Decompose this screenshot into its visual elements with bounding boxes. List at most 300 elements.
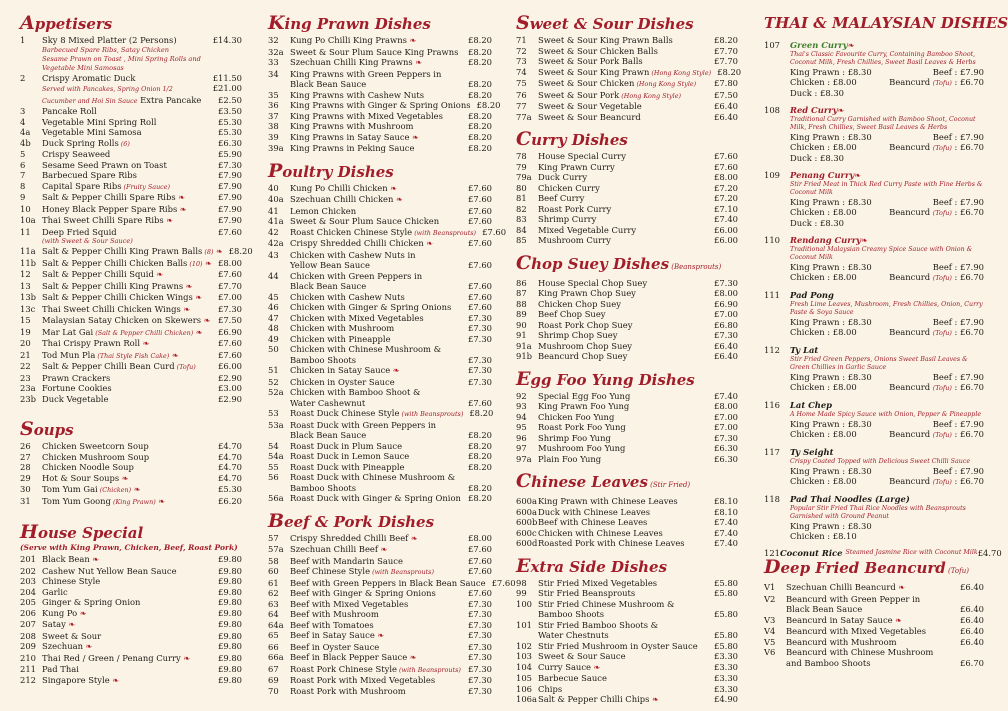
menu-row — [516, 90, 738, 102]
section-title-initial: E — [516, 367, 531, 390]
item-number: 85 — [516, 235, 527, 245]
beancurd-price — [874, 142, 984, 153]
menu-row — [268, 387, 492, 398]
item-name — [290, 566, 462, 578]
duck-price: Duck : £8.30 — [790, 88, 844, 98]
section-title-initial: C — [516, 251, 532, 274]
item-name — [42, 452, 212, 463]
menu-row — [20, 246, 253, 258]
menu-row — [516, 412, 738, 423]
item-name-text: Garlic — [42, 586, 68, 597]
chili-pepper-icon: ❧ — [847, 41, 855, 50]
item-name-text: Chicken with Mixed Vegetables — [290, 312, 424, 323]
item-note: (6) — [118, 139, 130, 148]
soups-section — [20, 420, 242, 507]
item-name-text: Salt & Pepper Chilli King Prawn Balls — [42, 246, 203, 256]
item-name — [290, 533, 462, 545]
item-name — [42, 373, 212, 384]
menu-row — [20, 554, 242, 566]
item-name: Lat Chep — [790, 400, 833, 410]
section-title-initial: B — [268, 509, 285, 532]
item-name-text: Roast Pork Foo Yung — [538, 422, 626, 432]
price-line — [764, 476, 984, 487]
item-name-text: Thai Sweet Chilli Chicken Wings — [42, 303, 181, 314]
item-name-text: Mushroom Foo Yung — [538, 443, 626, 453]
item-name-text: King Prawn Curry — [538, 161, 615, 172]
item-name — [538, 496, 708, 507]
item-name — [290, 271, 462, 282]
section-title-initial: C — [516, 470, 532, 492]
item-price: £8.20 — [468, 493, 492, 503]
tofu-note: (Tofu) — [932, 209, 952, 217]
item-number: 208 — [20, 630, 36, 641]
item-name — [42, 106, 212, 117]
item-name — [786, 626, 954, 637]
item-price: £8.20 — [468, 482, 492, 493]
item-number: 84 — [516, 224, 527, 235]
item-number: 29 — [20, 472, 31, 483]
item-price — [462, 271, 492, 282]
item-name: Coconut Rice — [780, 548, 843, 558]
section-title — [20, 14, 242, 33]
menu-row — [268, 111, 492, 122]
item-name-text: Beef in Black Pepper Sauce — [290, 652, 408, 662]
item-price: £6.70 — [960, 657, 984, 668]
item-description: Popular Stir Fried Thai Rice Noodles with Beansprouts Garnished with Ground Peanut — [790, 505, 966, 520]
item-name-text: Roast Duck with Green Peppers in — [290, 419, 437, 430]
item-name — [290, 544, 462, 556]
item-number: 91b — [516, 351, 533, 361]
item-name — [42, 350, 212, 362]
menu-row — [516, 578, 738, 589]
item-name — [538, 214, 708, 225]
item-name — [42, 215, 212, 227]
item-name — [786, 594, 954, 605]
item-note: Served with Pancakes, Spring Onion 1/2 — [42, 85, 173, 93]
item-number: 11a — [20, 246, 36, 256]
item-price: £7.60 — [218, 349, 242, 360]
item-number: 93 — [516, 401, 527, 411]
item-name-text: Beancurd with Mushroom — [786, 636, 897, 647]
menu-row — [516, 538, 738, 549]
section-title-initial: A — [20, 12, 35, 34]
item-note: (10) — [187, 259, 203, 268]
item-name — [42, 597, 212, 608]
item-name-text: Chips — [538, 683, 563, 694]
menu-row — [268, 599, 492, 610]
item-price: £8.20 — [468, 143, 492, 153]
item-number: 75 — [516, 78, 527, 88]
section-title-initial: C — [516, 128, 532, 150]
menu-row — [516, 320, 738, 331]
tofu-note: (Tofu) — [932, 431, 952, 439]
chili-pepper-icon: ❧ — [192, 293, 202, 302]
item-name-text: Hot & Sour Soups — [42, 472, 120, 483]
item-number: 91a — [516, 340, 532, 351]
item-name-text: Capital Spare Ribs — [42, 180, 122, 191]
item-price: £6.00 — [714, 224, 738, 235]
item-name-text: Beef in Satay Sauce — [290, 630, 375, 640]
item-number: 107 — [764, 40, 780, 50]
item-name-text: Chicken Sweetcorn Soup — [42, 441, 149, 451]
item-name — [290, 398, 462, 409]
menu-row — [516, 56, 738, 67]
item-name — [42, 192, 212, 204]
item-number: 121 — [764, 548, 780, 558]
section-title-initial: E — [516, 554, 531, 577]
section-title — [268, 509, 492, 532]
item-price: £7.60 — [714, 151, 738, 161]
item-price: £4.70 — [977, 548, 1002, 558]
item-name — [42, 292, 212, 304]
menu-row — [516, 204, 738, 215]
item-price: £7.30 — [468, 312, 492, 323]
item-name — [290, 79, 462, 90]
item-name — [42, 327, 212, 339]
item-name-text: King Prawn Chop Suey — [538, 288, 636, 298]
thai-menu-item — [764, 40, 984, 98]
thai-menu-item — [764, 494, 984, 541]
item-name-text: Ginger & Spring Onion — [42, 597, 141, 607]
chili-pepper-icon: ❧ — [183, 281, 193, 291]
section-title — [764, 558, 984, 580]
item-number: 33 — [268, 57, 279, 67]
menu-row — [268, 226, 507, 239]
thai-menu-item — [764, 235, 984, 283]
item-name-text: Yellow Bean Sauce — [290, 260, 370, 270]
chili-pepper-icon: ❧ — [895, 583, 906, 592]
item-name — [290, 408, 463, 420]
section-title — [516, 367, 738, 390]
menu-row — [268, 686, 492, 697]
item-price: £6.90 — [218, 326, 242, 337]
beancurd-label: Beancurd — [889, 382, 933, 392]
item-price: £7.60 — [468, 205, 492, 216]
item-name — [42, 73, 212, 84]
menu-row — [268, 334, 492, 345]
menu-row — [20, 394, 242, 405]
menu-row — [516, 78, 738, 90]
item-name-text: Salt & Pepper Chilli Chips — [538, 694, 650, 704]
section-title-initial: P — [268, 159, 283, 182]
menu-row — [764, 604, 984, 615]
item-name — [538, 101, 708, 112]
item-name — [42, 269, 212, 281]
item-number: 101 — [516, 619, 532, 630]
item-price: £4.70 — [218, 441, 242, 451]
item-note: (with Beansprouts) — [412, 228, 477, 237]
item-name — [786, 637, 954, 648]
menu-row — [764, 594, 984, 605]
item-name-text: Roast Pork Curry — [538, 203, 612, 214]
menu-row — [20, 138, 242, 150]
item-name-text: Stir Fried Bamboo Shoots & — [538, 619, 659, 630]
king-prawn-price: King Prawn : £8.30 — [790, 132, 872, 142]
item-price: £6.00 — [714, 235, 738, 245]
item-name — [42, 619, 212, 631]
menu-row — [516, 391, 738, 402]
tofu-note: (Tofu) — [932, 329, 952, 337]
menu-row — [516, 609, 738, 620]
item-number: 65 — [268, 630, 279, 640]
item-name-text: Mixed Vegetable Curry — [538, 224, 637, 235]
menu-row — [516, 673, 738, 684]
item-name — [538, 288, 708, 299]
menu-row — [20, 452, 242, 463]
item-price: £7.60 — [468, 194, 492, 204]
item-price: £7.80 — [714, 78, 738, 88]
item-number: 57a — [268, 544, 284, 554]
item-price: £8.20 — [714, 35, 738, 45]
chili-pepper-icon: ❧ — [77, 608, 87, 618]
item-number: 20 — [20, 338, 31, 348]
item-number: 23 — [20, 372, 31, 383]
item-name-text: Shrimp Foo Yung — [538, 432, 611, 443]
chili-pepper-icon: ❧ — [140, 339, 150, 348]
item-price: £8.00 — [468, 532, 492, 543]
item-price: £5.30 — [218, 484, 242, 494]
king-prawn-price: King Prawn : £8.30 — [790, 466, 872, 476]
item-name: Ty Lat — [790, 345, 819, 355]
item-name-text: Thai Sweet Chilli Spare Ribs — [42, 215, 164, 225]
item-name: Penang Curry — [790, 170, 855, 180]
menu-row — [516, 422, 738, 433]
king-prawn-price: King Prawn : £8.30 — [790, 521, 872, 531]
item-name — [42, 554, 212, 566]
item-number: 57 — [268, 532, 279, 543]
item-note: (Fruity Sauce) — [121, 182, 171, 191]
item-name-text: Beancurd with Chinese Mushroom — [786, 647, 934, 657]
item-price: £7.30 — [218, 159, 242, 170]
menu-row — [20, 350, 242, 362]
item-price: £6.40 — [960, 604, 984, 614]
item-price: £7.30 — [468, 323, 492, 333]
menu-row — [516, 112, 738, 123]
item-name — [538, 662, 708, 674]
menu-row — [20, 484, 242, 496]
price-line — [764, 153, 984, 163]
item-number: 66 — [268, 641, 279, 652]
thai-menu-item — [764, 170, 984, 228]
item-price — [708, 599, 738, 610]
item-price: £6.30 — [218, 137, 242, 148]
item-description: A Home Made Spicy Sauce with Onion, Pepper & Pineapple — [790, 411, 982, 418]
menu-row — [20, 192, 242, 204]
menu-row — [268, 206, 492, 217]
item-name-text: King Prawns in Satay Sauce — [290, 131, 410, 142]
item-price: £8.20 — [468, 79, 492, 89]
item-name-text: King Prawns in Peking Sauce — [290, 143, 415, 153]
item-price: £6.20 — [218, 495, 242, 506]
item-price — [462, 420, 492, 431]
item-name — [538, 684, 708, 695]
item-name — [538, 609, 708, 620]
beef-price: Beef : £7.90 — [932, 419, 984, 429]
item-note: (Chicken) — [97, 486, 132, 494]
item-number: 7 — [20, 170, 26, 180]
item-price: £7.20 — [714, 182, 738, 193]
item-price: £5.80 — [714, 640, 738, 651]
item-price: £6.40 — [960, 614, 984, 625]
item-name-text: Black Bean — [42, 554, 90, 564]
menu-row — [20, 675, 242, 687]
menu-row — [268, 398, 492, 409]
item-name — [290, 194, 462, 206]
item-name — [290, 57, 462, 69]
item-number: 117 — [764, 447, 780, 457]
item-price: £8.20 — [468, 57, 492, 67]
coconut-rice-item — [764, 548, 1002, 558]
item-number — [268, 398, 290, 409]
item-price: £7.50 — [218, 315, 242, 325]
menu-row — [20, 281, 242, 293]
item-price: £7.30 — [714, 330, 738, 340]
menu-row — [516, 341, 738, 352]
chili-pepper-icon: ❧ — [65, 620, 76, 629]
item-name-text: Sweet & Sour Sauce — [538, 651, 626, 661]
item-name — [786, 615, 954, 627]
item-name-text: Crispy Aromatic Duck — [42, 72, 136, 83]
menu-row — [516, 225, 738, 236]
item-name-text: Honey Black Pepper Spare Ribs — [42, 203, 178, 214]
tofu-note: (Tofu) — [932, 144, 952, 152]
item-number: 106a — [516, 694, 537, 704]
price-line — [764, 197, 984, 207]
item-name — [42, 361, 212, 373]
menu-row — [516, 235, 738, 246]
item-name-text: Salt & Pepper Chilli Spare Ribs — [42, 192, 176, 202]
item-name-text: Chicken Mushroom Soup — [42, 451, 150, 462]
item-number: 30 — [20, 484, 31, 494]
item-number: 61 — [268, 577, 279, 588]
item-name-text: Thai Crispy Prawn Roll — [42, 338, 141, 348]
menu-row — [268, 344, 492, 355]
item-name — [42, 95, 212, 107]
item-name-text: Chicken with Green Peppers in — [290, 270, 423, 281]
menu-row — [516, 351, 738, 362]
item-price: £7.30 — [468, 354, 492, 365]
item-name-text: Chicken in Oyster Sauce — [290, 376, 395, 387]
menu-row — [516, 35, 738, 46]
item-description: Vegetable Mini Samosas — [42, 63, 124, 72]
chicken-price: Chicken : £8.10 — [790, 531, 857, 541]
thai-item-header — [764, 40, 984, 51]
menu-row — [268, 609, 492, 620]
menu-row — [268, 132, 492, 144]
item-name — [290, 121, 462, 132]
item-number: 40 — [268, 182, 279, 193]
chili-pepper-icon: ❧ — [202, 258, 212, 268]
thai-menu-item — [764, 290, 984, 338]
menu-row — [268, 57, 492, 69]
item-name — [538, 204, 708, 215]
item-price: £7.60 — [468, 566, 492, 576]
price-line — [764, 419, 984, 429]
chili-pepper-icon: ❧ — [892, 615, 902, 625]
item-name-text: King Prawn Foo Yung — [538, 401, 630, 411]
item-name — [290, 483, 462, 494]
item-name-text: Beef with Ginger & Spring Onions — [290, 588, 436, 598]
chili-pepper-icon: ❧ — [153, 270, 164, 279]
chili-pepper-icon: ❧ — [377, 545, 388, 554]
item-number: 73 — [516, 56, 527, 66]
item-price: £8.10 — [714, 496, 738, 506]
item-price: £8.20 — [468, 110, 492, 121]
item-price: £7.30 — [468, 630, 492, 640]
item-number: 204 — [20, 586, 36, 597]
item-price: £7.60 — [468, 281, 492, 291]
item-name-text: Vegetable Mini Samosa — [42, 127, 142, 137]
menu-row — [20, 35, 242, 46]
thai-item-header — [764, 235, 984, 246]
chili-pepper-icon: ❧ — [854, 171, 861, 180]
egg-foo-yung-section — [516, 367, 738, 465]
item-price: £7.00 — [714, 411, 738, 422]
item-name-text: Mushroom Chop Suey — [538, 340, 633, 351]
item-price: £7.40 — [714, 538, 738, 548]
item-price: £9.80 — [218, 652, 242, 663]
menu-row — [20, 327, 242, 339]
menu-row — [268, 250, 492, 261]
king-prawn-section — [268, 12, 501, 154]
menu-row — [516, 694, 738, 706]
item-price: £7.60 — [468, 238, 492, 248]
beef-price: Beef : £7.90 — [932, 197, 984, 207]
menu-row — [764, 626, 984, 637]
item-name — [538, 351, 708, 362]
item-number: 5 — [20, 149, 26, 159]
item-name — [42, 566, 212, 577]
item-price: £6.40 — [714, 351, 738, 361]
item-number: 118 — [764, 494, 780, 504]
item-name-text: Szechuan — [42, 641, 83, 651]
king-prawn-price: King Prawn : £8.30 — [790, 317, 872, 327]
item-name — [290, 90, 462, 101]
item-name-text: Special Egg Foo Yung — [538, 390, 631, 401]
section-title-rest: urry Dishes — [531, 131, 628, 149]
item-price: £7.30 — [714, 277, 738, 288]
section-title-rest: oups — [33, 421, 74, 439]
section-title-rest: ing Prawn Dishes — [284, 15, 431, 33]
menu-row — [764, 582, 984, 594]
item-number: 23a — [20, 383, 36, 393]
item-name — [290, 206, 462, 217]
item-price: £3.00 — [218, 383, 242, 393]
item-description: Stir Fried Meat in Thick Red Curry Paste with Fine Herbs & Coconut Milk — [790, 181, 983, 196]
item-number: 8 — [20, 180, 26, 191]
item-number — [764, 658, 786, 669]
menu-row — [516, 151, 738, 162]
item-number: 28 — [20, 462, 31, 472]
item-name — [786, 582, 954, 594]
item-price: £7.60 — [218, 226, 242, 237]
item-name — [42, 441, 212, 452]
item-name — [290, 430, 462, 441]
item-name — [538, 422, 708, 433]
item-name-text: Sweet & Sour Plum Sauce King Prawns — [290, 46, 459, 57]
item-name — [42, 258, 212, 270]
item-name-text: Roast Duck Chinese Style — [290, 408, 400, 418]
item-price: £11.50 — [212, 72, 242, 83]
menu-row — [268, 47, 492, 58]
thai-menu-item — [764, 400, 984, 440]
thai-item-header — [764, 400, 984, 411]
item-name — [42, 462, 212, 473]
menu-row — [268, 79, 492, 90]
duck-price: Duck : £8.30 — [790, 153, 844, 163]
chicken-price: Chicken : £8.00 — [790, 142, 857, 152]
item-number: 53 — [268, 408, 279, 418]
